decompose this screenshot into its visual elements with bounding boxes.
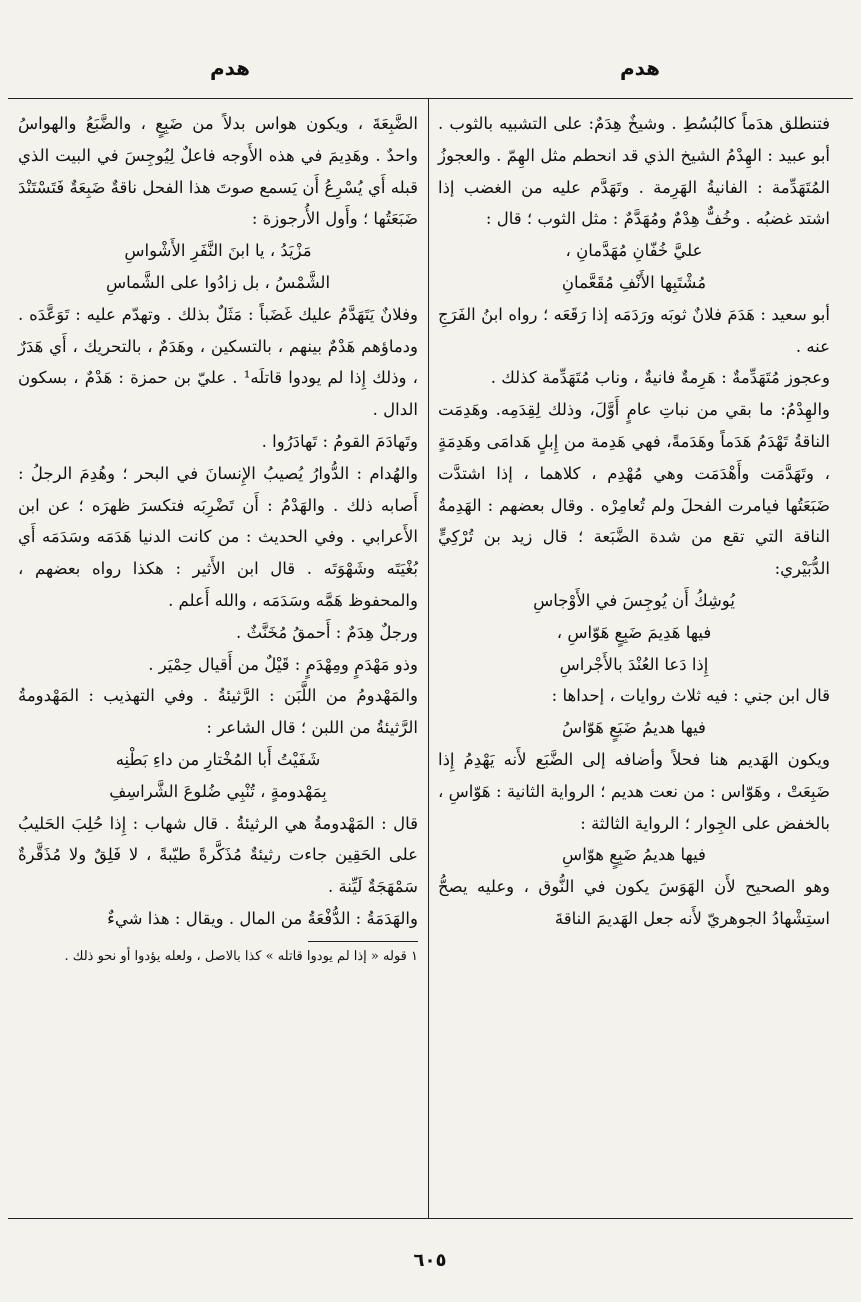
right-verse-1-line-2: مُشْتَبِها الأَنْفِ مُقَعَّمانِ — [561, 272, 707, 292]
left-para-3: وتَهادَمَ القومُ : تَهادَرُوا . — [261, 431, 418, 451]
right-para-5: قال ابن جني : فيه ثلاث روايات ، إحداها : — [551, 686, 830, 706]
right-para-3: وعجوز مُتَهَدِّمةٌ : هَرِمةٌ فانيةٌ ، وناب مُتَهَدِّمة كذلك . — [490, 368, 830, 388]
right-verse-2-line-3: إِذا دَعا العُنْدَ بالأَجْراسِ — [559, 654, 709, 674]
left-column — [18, 108, 418, 968]
right-verse-2-line-2: فيها هَدِيمَ ضَبِعٍ هَوّاسِ ، — [556, 622, 712, 642]
left-para-9: والهَدَمَةُ : الدُّفْعَةُ من المال . ويقال : هذا شيءٌ — [107, 908, 418, 928]
right-column — [438, 108, 830, 935]
left-para-7: والمَهْدومُ من اللَّبَن : الرَّثيئةُ . وفي التهذيب : المَهْدومةُ الرَّثيئةُ من اللبن ؛ قال الشاعر : — [18, 686, 418, 738]
bottom-rule — [8, 1218, 853, 1219]
top-rule — [8, 98, 853, 99]
right-para-7: وهو الصحيح لأَن الهَوَسَ يكون في النُّوق ، وعليه يصحُّ استِشْهادُ الجوهريّ لأَنه جعل الهَديمَ الناقةَ — [438, 877, 830, 928]
left-verse-2-line-1: شَفَيْتُ أَبا المُخْتارِ من داءِ بَطْنِه — [115, 749, 321, 769]
right-para-1: فتنطلق هدَماً كالبُسُطِ . وشيخٌ هِدَمٌ: على التشبيه بالثوب . أبو عبيد : الهِدْمُ الشيخ الذي قد انحطم مثل الهِمّ . والعجوزُ المُتَهَدِّمة : الفانيةُ الهَرِمة . وتَهَدَّم عليه من الغضب إذا اشتد غضبُه . وخُفٌّ هِدْمٌ ومُهَدَّمٌ : مثل الثوب ؛ قال : — [438, 114, 830, 229]
left-para-5: ورجلٌ هِدَمٌ : أَحمقُ مُخَنَّثٌ . — [236, 622, 418, 642]
page-number: ٦٠٥ — [413, 1250, 447, 1271]
right-verse-4: فيها هديمُ ضَبِعٍ هوّاسِ — [562, 845, 706, 865]
right-verse-3: فيها هديمُ ضَبَعٍ هَوّاسُ — [562, 718, 706, 738]
left-verse-2-line-2: بِمَهْدومةٍ ، تُنْبِي ضُلوعَ الشَّراسِفِ — [109, 781, 327, 801]
left-verse-1-line-2: الشَّمْسُ ، بل زادُوا على الشَّماسِ — [105, 272, 331, 292]
right-para-4: والهِدْمُ: ما بقي من نباتِ عامٍ أَوَّلَ، وذلك لِقِدَمِه. وهَدِمَت الناقةُ تَهْدَمُ هَدَماً وهَدَمةً، فهي هَدِمة من إِبلٍ هَدامَى وهَدِمَةٍ ، وتَهَدَّمَت وأَهْدَمَت وهي مُهْدِم ، كلاهما ، إذا اشتدَّت ضَبَعَتُها فيامرت الفحلَ ولم تُعامِرْه . وقال بعضهم : الهَدِمةُ الناقة التي تقع من شدة الضَّبَعة ؛ قال زيد بن تُرْكِيٍّ الدُّبَيْري: — [438, 400, 830, 579]
right-verse-1-line-1: عليَّ خُفّانِ مُهَدَّمانِ ، — [565, 241, 703, 261]
running-header-right: هدم — [619, 56, 661, 80]
footnote-rule — [308, 941, 418, 942]
left-para-1: الضَّبِعَةَ ، ويكون هواس بدلاً من ضَبِعٍ ، والضَّبَعُ والهواسُ واحدٌ . وهَدِيمَ في هذه الأَوجه فاعلٌ لِيُوجِسَ في البيت الذي قبله أَي يُسْرِعُ أَن يَسمع صوتَ هذا الفحل ناقةٌ ضَبِعَةٌ فَتَسْتَنْدَ ضَبَعَتُها ؛ وأَول الأُرجوزة : — [18, 114, 418, 229]
left-verse-1-line-1: مَزْيَدُ ، يا ابنَ النَّفَرِ الأَشْواسِ — [124, 241, 312, 261]
footnote: ١ قوله « إذا لم يودوا قاتله » كذا بالاصل ، ولعله يؤدوا أو نحو ذلك . — [64, 948, 418, 964]
column-divider — [428, 98, 429, 1218]
left-para-4: والهُدام : الدُّوارُ يُصيبُ الإِنسانَ في البحر ؛ وهُدِمَ الرجلُ : أَصابه ذلك . والهَدْمُ : أَن تَضْرِبَه فتكسرَ ظهرَه ؛ عن ابن الأَعرابي . وفي الحديث : من كانت الدنيا هَدَمَه وسَدَمَه أَي بُغْيَتَه وشَهْوَتَه . قال ابن الأَثير : هكذا رواه بعضهم ، والمحفوظ هَمَّه وسَدَمَه ، والله أَعلم . — [18, 463, 418, 610]
running-header-left: هدم — [209, 56, 251, 80]
right-para-2: أبو سعيد : هَدَمَ فلانٌ ثوبَه ورَدَمَه إذا رَقَعَه ؛ رواه ابنُ الفَرَجِ عنه . — [438, 304, 830, 356]
right-verse-2-line-1: يُوشِكُ أَن يُوجِسَ في الأَوْجاسِ — [533, 590, 735, 610]
left-para-8: قال : المَهْدومةُ هي الرثيئةُ . قال شهاب : إِذا حُلِبَ الحَليبُ على الحَقِين جاءت رثيئةٌ مُذَكَّرةً طيّبةً ، لا فَلِقٌ ولا مُذَقَّرةٌ سَمْهَجَةٌ لَيِّنة . — [18, 813, 418, 897]
left-para-2: وفلانٌ يَتَهَدَّمُ عليك غَضَباً : مَثَلٌ بذلك . وتهدّم عليه : تَوَعَّدَه . ودماؤهم هَدْمٌ بينهم ، بالتسكين ، وهَدَمٌ ، بالتحريك ، أَي هَدَرٌ ، وذلك إِذا لم يودوا قاتلَه¹ . عليّ بن حمزة : هَدْمٌ ، بسكون الدال . — [18, 304, 418, 420]
left-para-6: وذو مَهْدَمٍ ومِهْدَمٍ : قَيْلٌ من أَقيال حِمْيَر . — [148, 654, 418, 674]
right-para-6: ويكون الهَديم هنا فحلاً وأضافه إلى الضَّبَع لأَنه يَهْدِمُ إِذا ضَبِعَتْ ، وهَوّاس : من نعت هديم ؛ الرواية الثانية : هَوّاسِ ، بالخفض على الجِوار ؛ الرواية الثالثة : — [438, 749, 830, 833]
